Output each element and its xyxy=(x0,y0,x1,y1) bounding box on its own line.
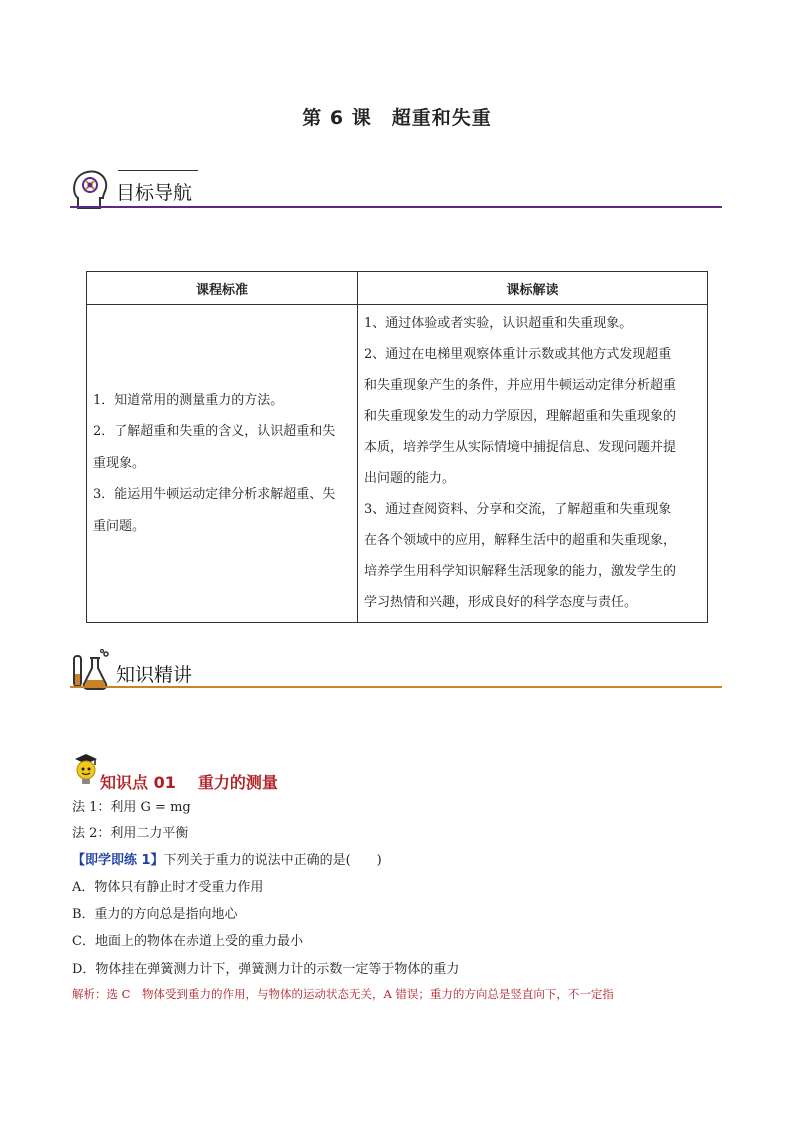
standards-cell xyxy=(87,305,358,623)
interpretation-line: 和失重现象发生的动力学原因，理解超重和失重现象的 xyxy=(364,409,677,424)
method-line: 法 1：利用 G = mg xyxy=(72,800,191,815)
header-interpretation: 课标解读 xyxy=(358,272,708,305)
option-a: A．物体只有静止时才受重力作用 xyxy=(72,880,264,895)
knowledge-point-name: 重力的测量 xyxy=(197,773,278,792)
section-title-knowledge: 知识精讲 xyxy=(116,664,193,686)
standard-line: 3．能运用牛顿运动定律分析求解超重、失 xyxy=(93,487,336,503)
interpretation-line: 在各个领域中的应用，解释生活中的超重和失重现象， xyxy=(364,533,677,548)
interpretation-line: 培养学生用科学知识解释生活现象的能力，激发学生的 xyxy=(364,564,677,579)
knowledge-point-title xyxy=(100,770,278,793)
header-standard: 课程标准 xyxy=(87,272,358,305)
page-title: 第 6 课 超重和失重 xyxy=(302,107,492,129)
question-text: 下列关于重力的说法中正确的是( ) xyxy=(163,853,382,868)
standard-line: 2．了解超重和失重的含义，认识超重和失 xyxy=(93,424,336,440)
option-b: B．重力的方向总是指向地心 xyxy=(72,907,238,922)
table-row xyxy=(87,305,708,623)
section-rule-knowledge xyxy=(70,686,722,688)
section-header-knowledge xyxy=(70,648,722,696)
standard-line: 重问题。 xyxy=(93,518,146,534)
interpretation-line: 3、通过查阅资料、分享和交流，了解超重和失重现象 xyxy=(364,502,672,517)
exercise-tag: 【即学即练 1】 xyxy=(72,853,164,868)
section-header-goal xyxy=(70,168,722,216)
interpretation-line: 出问题的能力。 xyxy=(364,471,456,486)
standard-line: 重现象。 xyxy=(93,455,146,471)
lightbulb-mascot-icon xyxy=(72,752,102,786)
method-line: 法 2：利用二力平衡 xyxy=(72,826,189,841)
interpretation-line: 1、通过体验或者实验，认识超重和失重现象。 xyxy=(364,316,633,331)
interpretation-line: 本质，培养学生从实际情境中捕捉信息、发现问题并提 xyxy=(364,440,677,455)
analysis-text: 解析：选 C 物体受到重力的作用，与物体的运动状态无关，A 错误；重力的方向总是竖直向下，不一定指 xyxy=(72,987,614,1001)
interpretation-line: 2、通过在电梯里观察体重计示数或其他方式发现超重 xyxy=(364,347,672,362)
option-d: D．物体挂在弹簧测力计下，弹簧测力计的示数一定等于物体的重力 xyxy=(72,962,460,977)
header-topline xyxy=(118,170,198,171)
interpretation-line: 和失重现象产生的条件，并应用牛顿运动定律分析超重 xyxy=(364,378,677,393)
curriculum-table xyxy=(86,271,708,623)
exercise-question xyxy=(72,849,382,868)
interpretations-cell xyxy=(358,305,708,623)
standard-line: 1．知道常用的测量重力的方法。 xyxy=(93,392,284,408)
option-c: C．地面上的物体在赤道上受的重力最小 xyxy=(72,934,303,949)
knowledge-point-number: 知识点 01 xyxy=(100,773,176,792)
section-title-goal: 目标导航 xyxy=(116,182,193,204)
table-header-row xyxy=(87,272,708,305)
interpretation-line: 学习热情和兴趣，形成良好的科学态度与责任。 xyxy=(364,595,638,610)
section-rule-goal xyxy=(70,206,722,208)
